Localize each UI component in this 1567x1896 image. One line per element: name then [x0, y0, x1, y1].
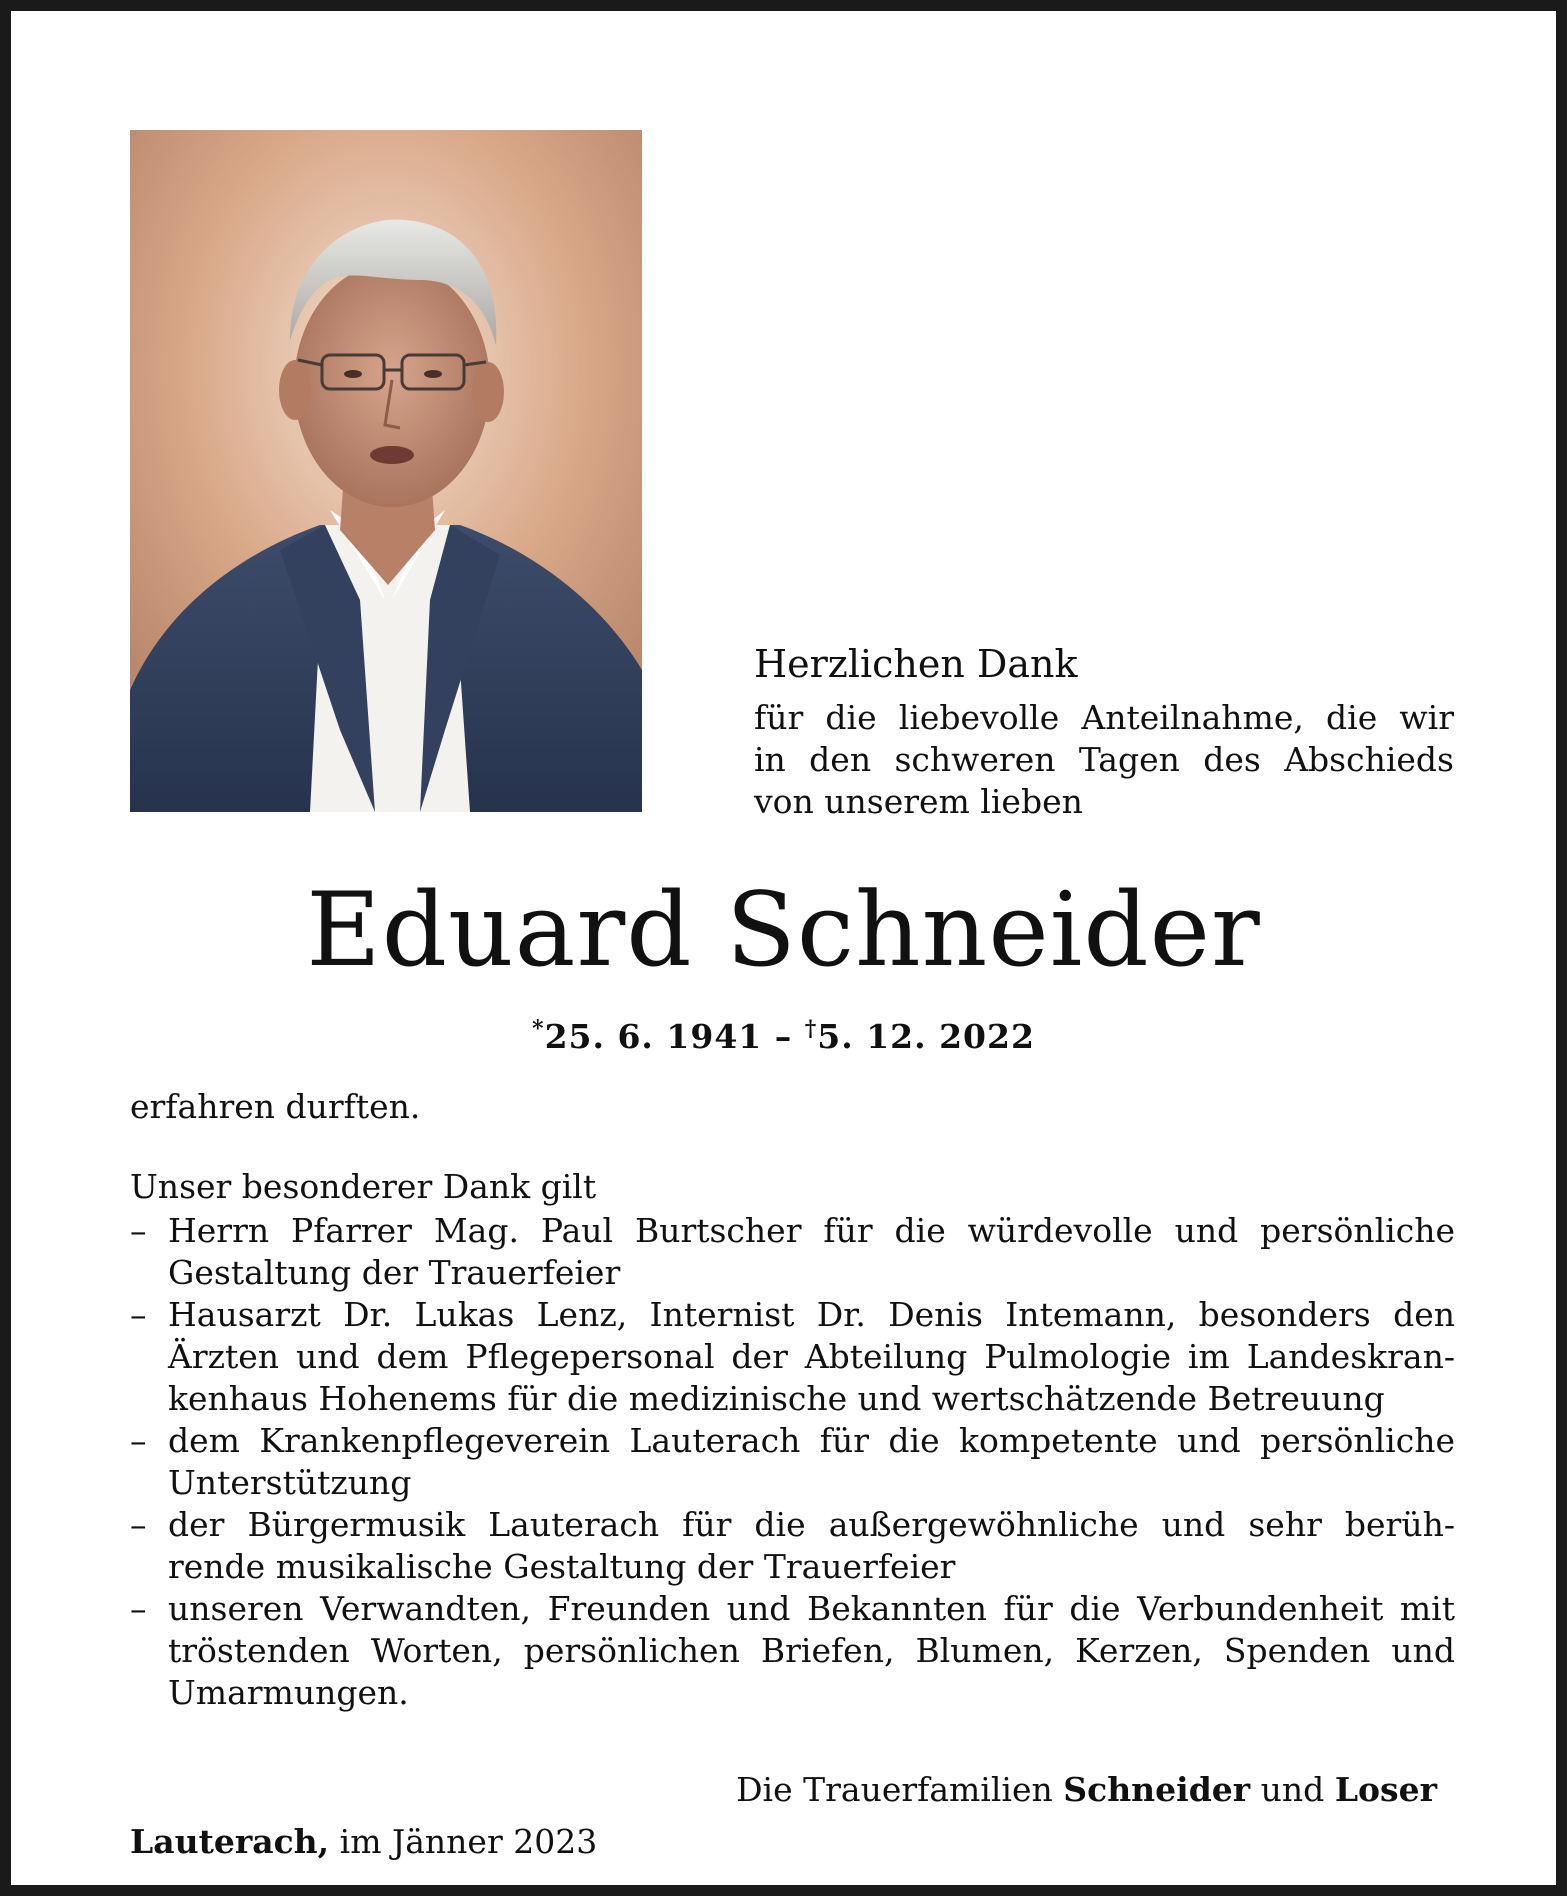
dash-bullet: – [130, 1211, 147, 1250]
dash-bullet: – [130, 1505, 147, 1544]
life-dates [11, 1009, 1556, 1057]
signature-prefix: Die Trauerfamilien [736, 1770, 1053, 1809]
thanks-list [130, 1210, 1455, 1714]
family-name-1: Schneider [1063, 1770, 1251, 1809]
list-item [130, 1294, 1455, 1420]
list-item-line: tröstenden Worten, persönlichen Briefen, Blumen, Kerzen, Spenden und [168, 1631, 1455, 1670]
list-item-line: Hausarzt Dr. Lukas Lenz, Internist Dr. Denis Intemann, besonders den [168, 1295, 1455, 1334]
closing-phrase: erfahren durften. [130, 1087, 421, 1126]
list-item-line: unseren Verwandten, Freunden und Bekannten für die Verbundenheit mit [168, 1589, 1455, 1628]
thanks-title: Herzlichen Dank [754, 642, 1078, 686]
list-item-line: der Bürgermusik Lauterach für die außergewöhnliche und sehr berüh- [168, 1505, 1455, 1544]
dash-bullet: – [130, 1421, 147, 1460]
list-item [130, 1210, 1455, 1294]
dash-bullet: – [130, 1589, 147, 1628]
list-item-line: rende musikalische Gestaltung der Trauerfeier [168, 1547, 956, 1586]
list-item-line: Unterstützung [168, 1463, 412, 1502]
portrait-photo [130, 130, 642, 812]
place-name: Lauterach, [130, 1822, 330, 1861]
signature-conjunction: und [1260, 1770, 1325, 1809]
list-item-line: Gestaltung der Trauerfeier [168, 1253, 621, 1292]
thanks-line-2: in den schweren Tagen des Abschieds [754, 740, 1454, 779]
deceased-name: Eduard Schneider [306, 871, 1261, 990]
death-date: 5. 12. 2022 [817, 1017, 1035, 1056]
thanks-intro: Unser besonderer Dank gilt [130, 1167, 597, 1206]
thanks-line-3: von unserem lieben [754, 782, 1083, 821]
list-item-line: Herrn Pfarrer Mag. Paul Burtscher für die würdevolle und persönliche [168, 1211, 1455, 1250]
list-item [130, 1588, 1455, 1714]
signature [736, 1769, 1437, 1811]
thanks-block [754, 641, 1454, 823]
death-mark: † [804, 1016, 818, 1042]
date-separator: – [762, 1017, 805, 1056]
date-text: im Jänner 2023 [339, 1822, 598, 1861]
dash-bullet: – [130, 1295, 147, 1334]
place-date [130, 1821, 597, 1863]
list-item [130, 1504, 1455, 1588]
family-name-2: Loser [1334, 1770, 1437, 1809]
list-item-line: Umarmungen. [168, 1673, 409, 1712]
thanks-body [130, 1086, 1455, 1714]
birth-date: 25. 6. 1941 [544, 1017, 763, 1056]
thanks-line-1: für die liebevolle Anteilnahme, die wir [754, 698, 1454, 737]
list-item-line: kenhaus Hohenems für die medizinische und wertschätzende Betreuung [168, 1379, 1385, 1418]
list-item [130, 1420, 1455, 1504]
list-item-line: dem Krankenpflegeverein Lauterach für die kompetente und persönliche [168, 1421, 1455, 1460]
list-item-line: Ärzten und dem Pflegepersonal der Abteilung Pulmologie im Landeskran- [168, 1337, 1455, 1376]
birth-mark: * [532, 1016, 545, 1042]
portrait-image [130, 130, 642, 812]
